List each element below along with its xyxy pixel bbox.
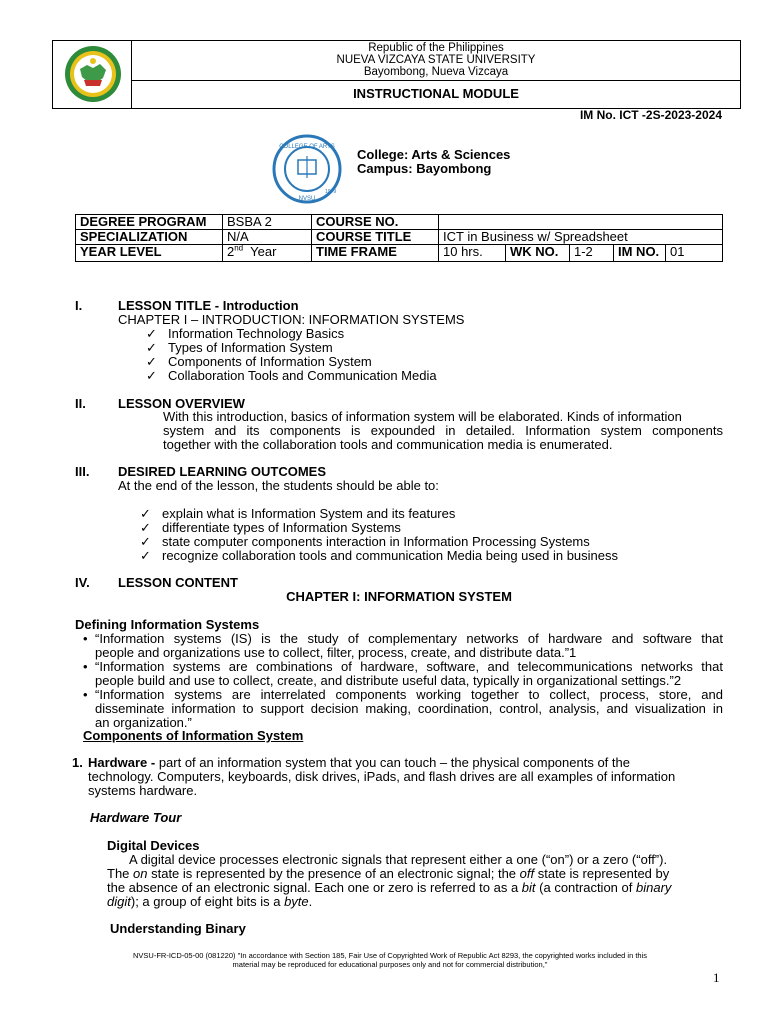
university-seal-icon — [60, 45, 126, 103]
defining-title: Defining Information Systems — [75, 617, 260, 632]
course-info-table — [75, 214, 723, 262]
section-3-intro: At the end of the lesson, the students should be able to: — [118, 478, 439, 493]
year-sup: nd — [234, 243, 244, 253]
section-1-list — [146, 327, 437, 383]
wk-no-value: 1-2 — [570, 245, 614, 262]
checkmark-icon: ✓ — [146, 340, 157, 355]
list-item — [140, 521, 618, 535]
header-box — [52, 40, 741, 109]
components-title: Components of Information System — [83, 728, 304, 743]
list-item — [146, 327, 437, 341]
checkmark-icon: ✓ — [146, 326, 157, 341]
university-location: Bayombong, Nueva Vizcaya — [363, 66, 509, 78]
digital-devices-heading: Digital Devices — [107, 838, 200, 853]
list-item — [140, 507, 618, 521]
bullet-line: “Information systems (IS) is the study of complementary networks of hardware and software that — [95, 631, 723, 646]
dd-line: the absence of an electronic signal. Each one or zero is referred to as a bit (a contraction of binary — [107, 880, 672, 895]
list-item-text: Components of Information System — [168, 354, 372, 369]
hardware-num: 1. — [72, 755, 83, 770]
hardware-label: Hardware - — [88, 755, 156, 770]
bullet-line: disseminate information to support decision making, coordination, control, analysis, and visualization in — [95, 701, 723, 716]
list-item — [83, 632, 723, 660]
definition-bullets — [83, 632, 723, 730]
footer-line: material may be reproduced for educational purposes only and not for commercial distribution," — [232, 960, 548, 969]
university-seal-cell — [53, 41, 132, 108]
bullet-line: an organization.” — [95, 715, 192, 730]
list-item — [140, 549, 618, 563]
section-4-title: LESSON CONTENT — [118, 575, 238, 590]
overview-line: together with the collaboration tools and communication media is enumerated. — [163, 437, 613, 452]
checkmark-icon: ✓ — [140, 548, 151, 563]
specialization-label: SPECIALIZATION — [76, 230, 223, 245]
list-item-text: Collaboration Tools and Communication Media — [168, 368, 437, 383]
table-row — [76, 215, 723, 230]
table-row — [76, 245, 723, 262]
section-4-num: IV. — [75, 575, 90, 590]
page-number: 1 — [713, 970, 720, 985]
college-seal-year: 1979 — [325, 189, 337, 195]
year-level-label: YEAR LEVEL — [76, 245, 223, 262]
university-name: NUEVA VIZCAYA STATE UNIVERSITY — [336, 54, 536, 66]
republic-line: Republic of the Philippines — [368, 42, 504, 54]
list-item-text: recognize collaboration tools and communication Media being used in business — [162, 548, 618, 563]
list-item-text: Information Technology Basics — [168, 326, 345, 341]
year-rest: Year — [243, 244, 277, 259]
dd-line: A digital device processes electronic signals that represent either a one (“on”) or a zero (“off”). — [129, 852, 668, 867]
dd-line: digit); a group of eight bits is a byte. — [107, 894, 313, 909]
degree-label: DEGREE PROGRAM — [76, 215, 223, 230]
course-title-value: ICT in Business w/ Spreadsheet — [439, 230, 723, 245]
bullet-line: people and organizations use to collect, filter, process, create, and distribute data.”1 — [95, 645, 577, 660]
dd-line: The on state is represented by the presence of an electronic signal; the off state is represented by — [107, 866, 670, 881]
overview-line: With this introduction, basics of information system will be elaborated. Kinds of information — [163, 409, 682, 424]
course-title-label: COURSE TITLE — [312, 230, 439, 245]
footer-note — [60, 951, 720, 969]
year-level-value — [223, 245, 312, 262]
college-name: College: Arts & Sciences — [357, 147, 511, 162]
bullet-line: “Information systems are combinations of hardware, software, and telecommunications networks that — [95, 659, 723, 674]
outcomes-list — [140, 507, 618, 563]
list-item — [83, 688, 723, 730]
table-row — [76, 230, 723, 245]
hardware-line: systems hardware. — [88, 783, 198, 798]
checkmark-icon: ✓ — [146, 354, 157, 369]
list-item-text: Types of Information System — [168, 340, 333, 355]
section-2-body — [163, 410, 723, 452]
section-1-title: LESSON TITLE - Introduction — [118, 298, 299, 313]
hardware-paragraph — [72, 756, 723, 798]
list-item — [146, 341, 437, 355]
checkmark-icon: ✓ — [140, 534, 151, 549]
checkmark-icon: ✓ — [140, 506, 151, 521]
bullet-line: “Information systems are interrelated components working together to collect, process, store, and — [95, 687, 723, 702]
section-2-num: II. — [75, 396, 86, 411]
time-frame-label: TIME FRAME — [312, 245, 439, 262]
list-item-text: explain what is Information System and its features — [162, 506, 456, 521]
bullet-icon: • — [83, 687, 88, 702]
section-3-title: DESIRED LEARNING OUTCOMES — [118, 464, 327, 479]
hardware-line: part of an information system that you can touch – the physical components of the — [155, 755, 630, 770]
bullet-line: people build and use to collect, create, and distribute useful data, typically in organizational settings.”2 — [95, 673, 682, 688]
im-no-label: IM NO. — [614, 245, 666, 262]
list-item — [83, 660, 723, 688]
header-text — [132, 41, 740, 81]
section-3-num: III. — [75, 464, 90, 479]
specialization-value: N/A — [223, 230, 312, 245]
bullet-icon: • — [83, 659, 88, 674]
list-item — [140, 535, 618, 549]
section-1-num: I. — [75, 298, 83, 313]
im-no-value: 01 — [666, 245, 723, 262]
list-item-text: state computer components interaction in Information Processing Systems — [162, 534, 590, 549]
degree-value: BSBA 2 — [223, 215, 312, 230]
hardware-tour-heading: Hardware Tour — [90, 810, 182, 825]
svg-text:COLLEGE OF ARTS: COLLEGE OF ARTS — [279, 144, 335, 150]
campus-name: Campus: Bayombong — [357, 161, 492, 176]
overview-line: system and its components is expounded in detailed. Information system components — [163, 423, 723, 438]
hardware-line: technology. Computers, keyboards, disk drives, iPads, and flash drives are all examples of information — [88, 769, 676, 784]
section-2-title: LESSON OVERVIEW — [118, 396, 245, 411]
list-item-text: differentiate types of Information Systems — [162, 520, 401, 535]
im-number: IM No. ICT -2S-2023-2024 — [579, 108, 722, 122]
svg-text:NVSU: NVSU — [298, 196, 316, 202]
checkmark-icon: ✓ — [146, 368, 157, 383]
course-no-label: COURSE NO. — [312, 215, 439, 230]
module-title: INSTRUCTIONAL MODULE — [353, 86, 519, 101]
list-item — [146, 369, 437, 383]
checkmark-icon: ✓ — [140, 520, 151, 535]
section-1-chapter: CHAPTER I – INTRODUCTION: INFORMATION SYSTEMS — [118, 312, 465, 327]
year-num: 2 — [227, 244, 235, 259]
chapter-heading: CHAPTER I: INFORMATION SYSTEM — [286, 589, 512, 604]
wk-no-label: WK NO. — [506, 245, 570, 262]
digital-devices-body — [107, 853, 707, 909]
list-item — [146, 355, 437, 369]
understanding-binary-heading: Understanding Binary — [110, 921, 246, 936]
time-frame-value: 10 hrs. — [439, 245, 506, 262]
footer-line: NVSU-FR-ICD-05-00 (081220) "In accordance with Section 185, Fair Use of Copyrighted Work of Republic Act 8293, the copyrighted works included in this — [132, 951, 648, 960]
course-no-value — [439, 215, 723, 230]
college-info — [357, 148, 510, 176]
bullet-icon: • — [83, 631, 88, 646]
